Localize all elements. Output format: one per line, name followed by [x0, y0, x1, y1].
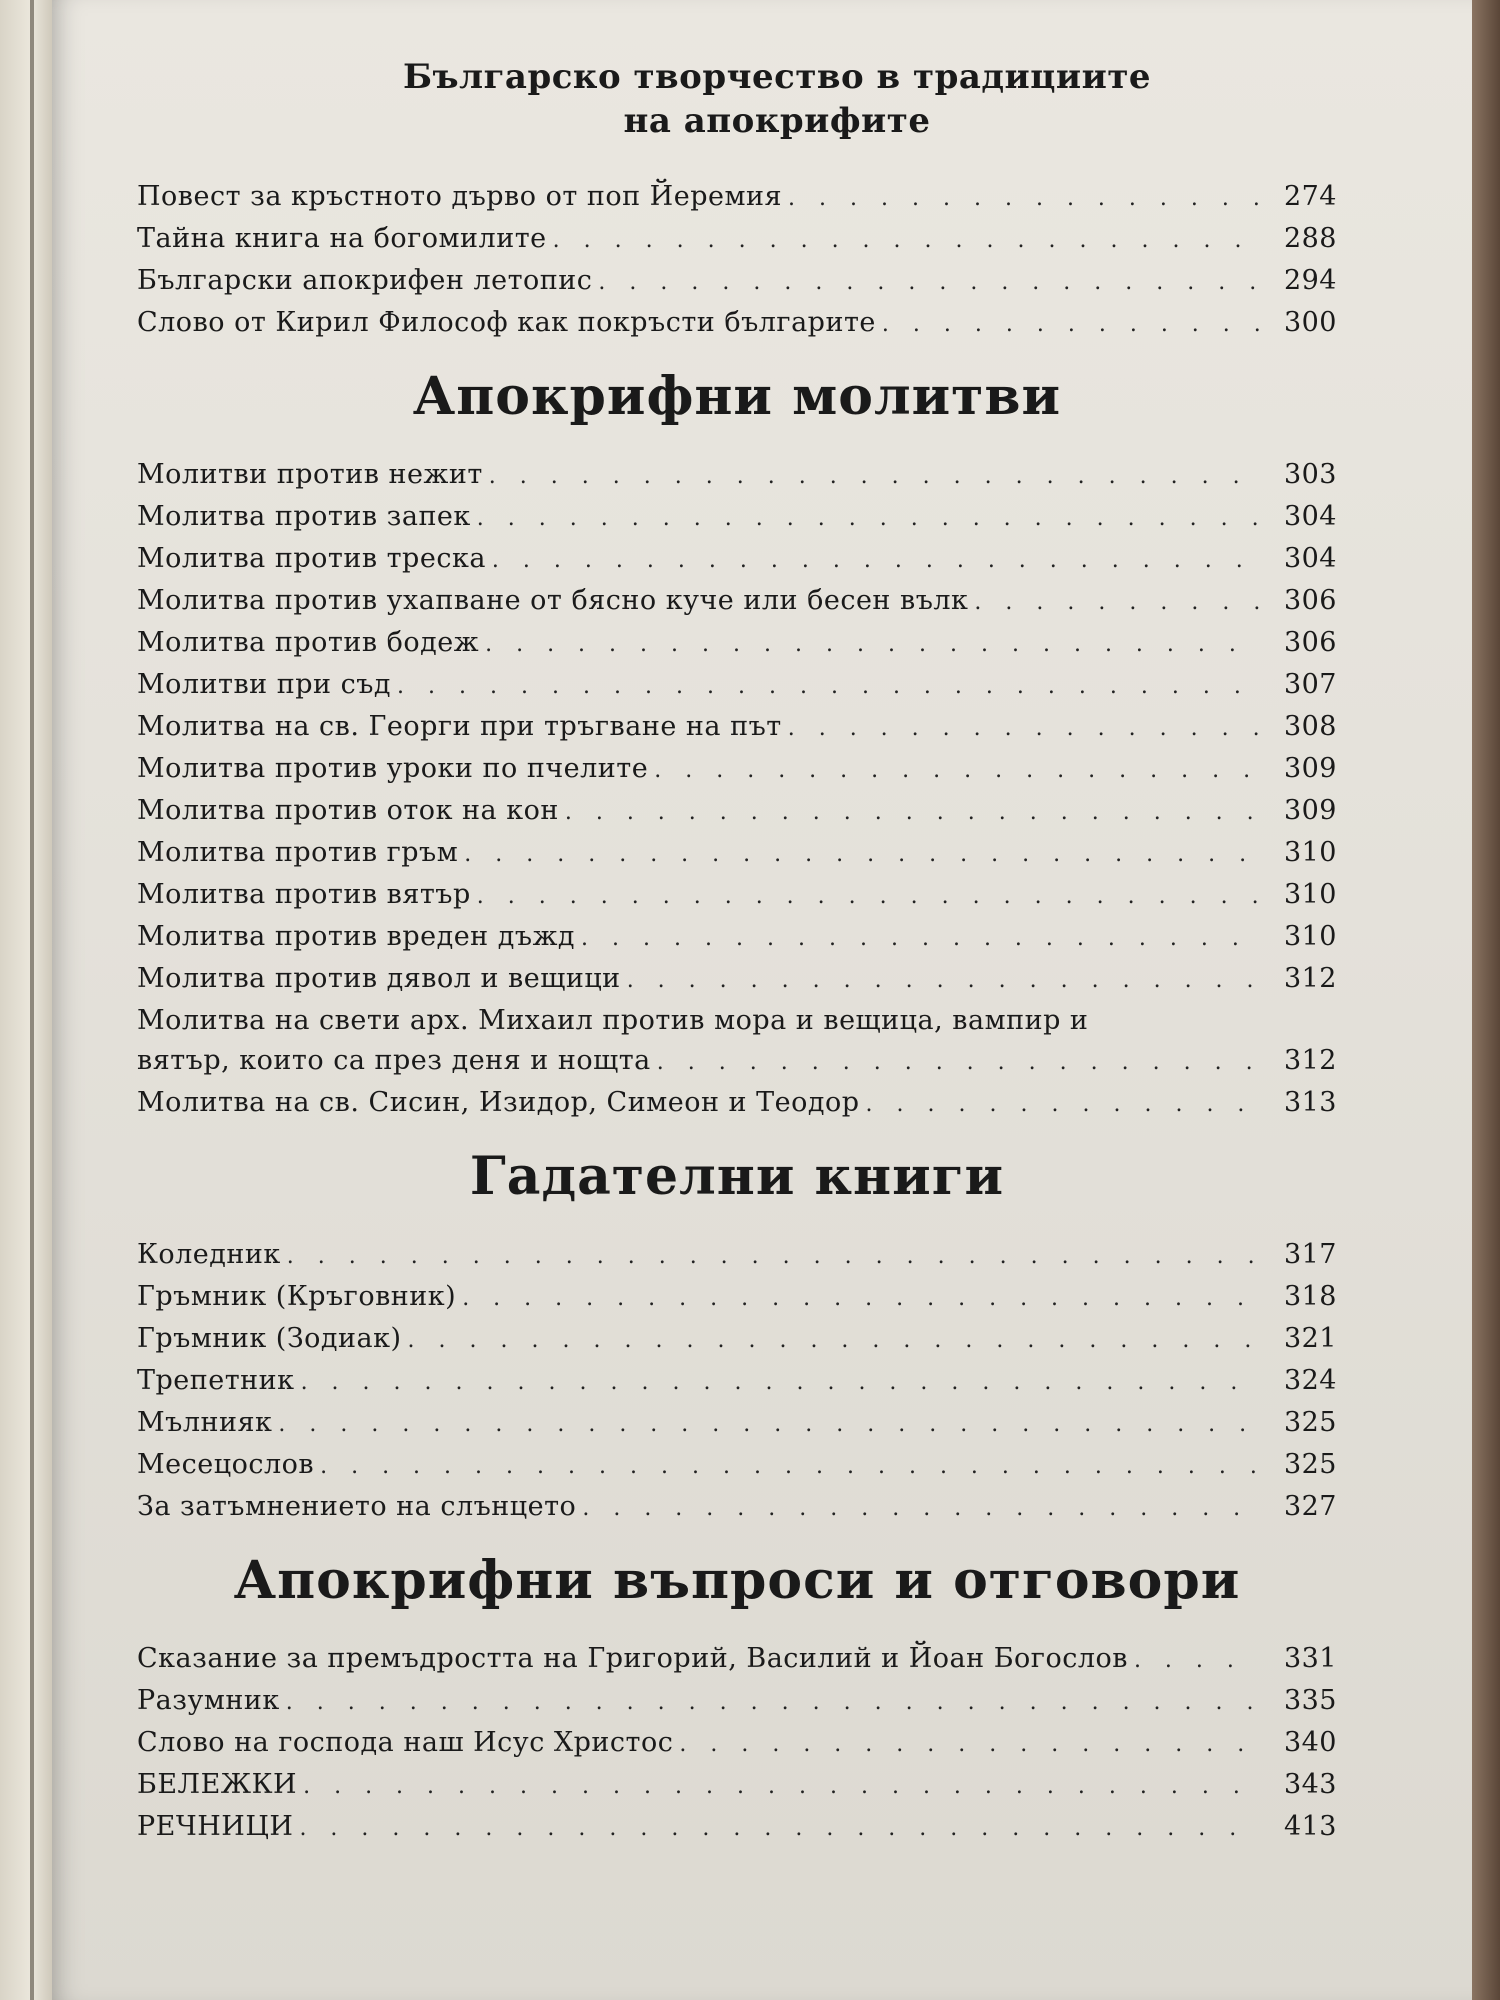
toc-entry-page: 308 — [1283, 711, 1337, 742]
leader-dots — [679, 1725, 1259, 1765]
leader-dots — [657, 1043, 1259, 1083]
toc-entry-title: Молитва на св. Сисин, Изидор, Симеон и Теодор — [137, 1087, 860, 1118]
leader-dots — [598, 263, 1259, 303]
toc-entry[interactable] — [137, 261, 1337, 303]
toc-entry-page: 288 — [1283, 223, 1337, 254]
toc-entry-title: Български апокрифен летопис — [137, 265, 593, 296]
toc-entry[interactable] — [137, 1361, 1337, 1403]
leader-dots — [287, 1237, 1259, 1277]
leader-dots — [462, 1279, 1259, 1319]
toc-entry[interactable] — [137, 1403, 1337, 1445]
toc-entry-title: Молитва против ухапване от бясно куче или бесен вълк — [137, 585, 969, 616]
toc-entry-title: Коледник — [137, 1239, 281, 1270]
toc-entry-page: 310 — [1283, 879, 1337, 910]
toc-entry-page: 340 — [1283, 1727, 1337, 1758]
toc-entry-title-line-1: Молитва на свети арх. Михаил против мора и вещица, вампир и — [137, 1005, 1089, 1036]
leader-dots — [492, 541, 1259, 581]
toc-entry-page: 335 — [1283, 1685, 1337, 1716]
toc-entry-title: Молитви при съд — [137, 669, 392, 700]
toc-entry-title: Молитва против уроки по пчелите — [137, 753, 649, 784]
toc-entry-page: 304 — [1283, 543, 1337, 574]
toc-entry-title: Молитва против вреден дъжд — [137, 921, 576, 952]
toc-entry[interactable] — [137, 623, 1337, 665]
book-binding — [30, 0, 34, 2000]
toc-entry[interactable] — [137, 539, 1337, 581]
toc-entry[interactable] — [137, 303, 1337, 345]
toc-entry-page: 317 — [1283, 1239, 1337, 1270]
toc-entry[interactable] — [137, 1723, 1337, 1765]
toc-entry[interactable] — [137, 1807, 1337, 1849]
toc-entry-page: 274 — [1283, 181, 1337, 212]
toc-entry-page: 312 — [1283, 963, 1337, 994]
toc-entry-title: Слово на господа наш Исус Христос — [137, 1727, 674, 1758]
toc-entry-page: 309 — [1283, 795, 1337, 826]
toc-entry[interactable] — [137, 707, 1337, 749]
toc-entry-title: РЕЧНИЦИ — [137, 1811, 294, 1842]
leader-dots — [553, 221, 1259, 261]
toc-entry-title: Сказание за премъдростта на Григорий, Василий и Йоан Богослов — [137, 1643, 1128, 1674]
toc-entry-title: Месецослов — [137, 1449, 315, 1480]
leader-dots — [303, 1767, 1259, 1807]
subtitle-line-1: Българско творчество в традициите — [402, 57, 1152, 97]
toc-entry-page: 318 — [1283, 1281, 1337, 1312]
toc-entry[interactable] — [137, 1319, 1337, 1361]
toc-entry-title: Молитва против треска — [137, 543, 486, 574]
leader-dots — [582, 1489, 1259, 1529]
toc-entry[interactable] — [137, 1277, 1337, 1319]
toc-entry[interactable] — [137, 1445, 1337, 1487]
toc-entry-title: Молитва против бодеж — [137, 627, 480, 658]
toc-entry[interactable] — [137, 833, 1337, 875]
toc-entry-title: Трепетник — [137, 1365, 295, 1396]
leader-dots — [654, 751, 1259, 791]
leader-dots — [882, 305, 1259, 345]
leader-dots — [485, 625, 1259, 665]
toc-entry-title: Молитва против гръм — [137, 837, 459, 868]
toc-entry-page: 331 — [1283, 1643, 1337, 1674]
leader-dots — [866, 1085, 1259, 1125]
toc-entry-title: Повест за кръстното дърво от поп Йеремия — [137, 181, 782, 212]
toc-list-prayers — [137, 455, 1337, 1125]
toc-entry-page: 327 — [1283, 1491, 1337, 1522]
leader-dots — [788, 709, 1259, 749]
toc-entry-title: Гръмник (Кръговник) — [137, 1281, 457, 1312]
toc-entry[interactable] — [137, 1765, 1337, 1807]
toc-entry-page: 324 — [1283, 1365, 1337, 1396]
table-surface — [1472, 0, 1500, 2000]
toc-entry[interactable] — [137, 1235, 1337, 1277]
leader-dots — [397, 667, 1259, 707]
table-of-contents — [137, 55, 1337, 1849]
toc-entry-page: 294 — [1283, 265, 1337, 296]
toc-entry[interactable] — [137, 1639, 1337, 1681]
toc-entry-title: Молитва против запек — [137, 501, 471, 532]
toc-list-divination — [137, 1235, 1337, 1529]
toc-entry-title: Разумник — [137, 1685, 280, 1716]
leader-dots — [477, 499, 1259, 539]
toc-entry[interactable] — [137, 791, 1337, 833]
toc-entry-page: 313 — [1283, 1087, 1337, 1118]
toc-entry-title: За затъмнението на слънцето — [137, 1491, 577, 1522]
toc-entry[interactable] — [137, 875, 1337, 917]
leader-dots — [788, 179, 1259, 219]
toc-entry-multiline[interactable] — [137, 1001, 1337, 1083]
toc-entry[interactable] — [137, 1487, 1337, 1529]
leader-dots — [477, 877, 1259, 917]
leader-dots — [301, 1363, 1259, 1403]
subtitle-line-2: на апокрифите — [623, 101, 931, 141]
toc-entry-title: Слово от Кирил Философ как покръсти българите — [137, 307, 876, 338]
toc-entry-title: Молитва на св. Георги при тръгване на път — [137, 711, 782, 742]
toc-entry-title: Молитва против вятър — [137, 879, 471, 910]
toc-entry-title: БЕЛЕЖКИ — [137, 1769, 298, 1800]
toc-entry[interactable] — [137, 665, 1337, 707]
previous-page-edge — [0, 0, 52, 2000]
toc-entry[interactable] — [137, 177, 1337, 219]
leader-dots — [974, 583, 1259, 623]
toc-entry-page: 307 — [1283, 669, 1337, 700]
toc-entry[interactable] — [137, 581, 1337, 623]
section-title-prayers: Апокрифни молитви — [412, 366, 1062, 427]
toc-entry-page: 306 — [1283, 627, 1337, 658]
leader-dots — [408, 1321, 1259, 1361]
toc-entry[interactable] — [137, 749, 1337, 791]
toc-entry-page: 413 — [1283, 1811, 1337, 1842]
toc-entry-page: 310 — [1283, 837, 1337, 868]
toc-entry-page: 309 — [1283, 753, 1337, 784]
leader-dots — [581, 919, 1259, 959]
toc-entry[interactable] — [137, 917, 1337, 959]
toc-entry-page: 325 — [1283, 1407, 1337, 1438]
toc-entry-page: 321 — [1283, 1323, 1337, 1354]
toc-entry-title: Гръмник (Зодиак) — [137, 1323, 402, 1354]
leader-dots — [565, 793, 1259, 833]
toc-entry-page: 303 — [1283, 459, 1337, 490]
leader-dots — [1134, 1641, 1259, 1681]
toc-entry-page: 312 — [1283, 1045, 1337, 1076]
leader-dots — [299, 1809, 1259, 1849]
leader-dots — [627, 961, 1259, 1001]
toc-entry[interactable] — [137, 1083, 1337, 1125]
toc-entry-title: Тайна книга на богомилите — [137, 223, 547, 254]
toc-entry-page: 325 — [1283, 1449, 1337, 1480]
toc-entry[interactable] — [137, 219, 1337, 261]
toc-entry-title: Мълнияк — [137, 1407, 273, 1438]
book-page — [52, 0, 1472, 2000]
toc-list-bulgarian-works — [137, 177, 1337, 345]
toc-entry-title: Молитви против нежит — [137, 459, 483, 490]
leader-dots — [489, 457, 1259, 497]
section-title-questions: Апокрифни въпроси и отговори — [233, 1550, 1241, 1611]
toc-entry-page: 300 — [1283, 307, 1337, 338]
toc-entry-page: 343 — [1283, 1769, 1337, 1800]
section-subtitle — [137, 55, 1337, 143]
toc-entry-title: Молитва против оток на кон — [137, 795, 559, 826]
toc-entry-page: 310 — [1283, 921, 1337, 952]
toc-entry[interactable] — [137, 1681, 1337, 1723]
toc-entry[interactable] — [137, 959, 1337, 1001]
leader-dots — [286, 1683, 1259, 1723]
toc-entry[interactable] — [137, 455, 1337, 497]
toc-entry-page: 304 — [1283, 501, 1337, 532]
toc-entry-title: Молитва против дявол и вещици — [137, 963, 621, 994]
leader-dots — [278, 1405, 1259, 1445]
section-title-divination: Гадателни книги — [469, 1146, 1005, 1207]
leader-dots — [320, 1447, 1259, 1487]
toc-entry-title-line-2: вятър, които са през деня и нощта — [137, 1045, 651, 1076]
leader-dots — [464, 835, 1259, 875]
toc-list-questions — [137, 1639, 1337, 1849]
toc-entry-page: 306 — [1283, 585, 1337, 616]
toc-entry[interactable] — [137, 497, 1337, 539]
